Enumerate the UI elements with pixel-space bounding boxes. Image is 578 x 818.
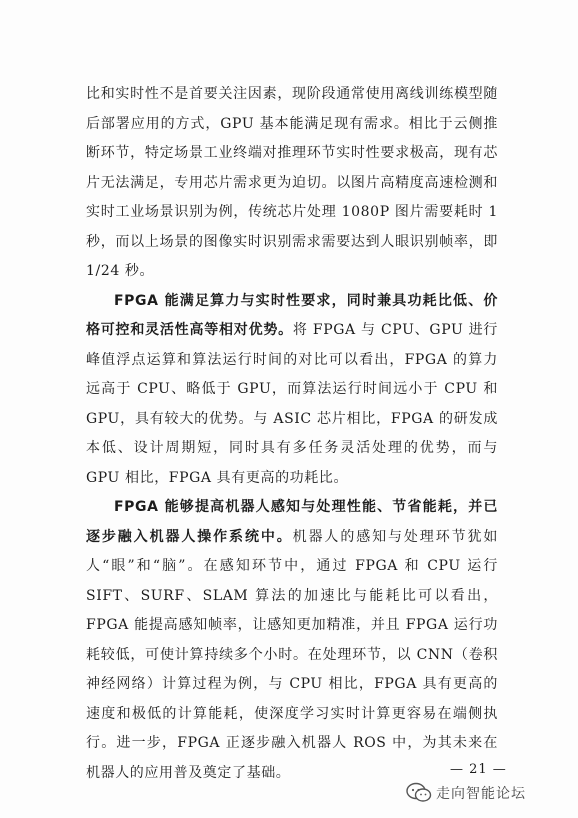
paragraph-2-text: 将 FPGA 与 CPU、GPU 进行峰值浮点运算和算法运行时间的对比可以看出，FPGA 的算力远高于 CPU、略低于 GPU，而算法运行时间远小于 CPU 和 GPU，具有较大的优势。与 ASIC 芯片相比，FPGA 的研发成本低、设计周期短，同时具有多任务灵活处理的优势，而与 GPU 相比，FPGA 具有更高的功耗比。 xyxy=(86,322,498,486)
paragraph-2-lead: FPGA 能满足算力与实时性要求，同时兼具功耗比低、价格可控和灵活性高等相对优势。 xyxy=(86,292,498,338)
paragraph-1-text: 比和实时性不是首要关注因素，现阶段通常使用离线训练模型随后部署应用的方式，GPU 基本能满足现有需求。相比于云侧推断环节，特定场景工业终端对推理环节实时性要求极高，现有芯片无法满足，专用芯片需求更为迫切。以图片高精度高速检测和实时工业场景识别为例，传统芯片处理 1080P 图片需要耗时 1 秒，而以上场景的图像实时识别需求需要达到人眼识别帧率，即 1/24 秒。 xyxy=(86,86,498,279)
paragraph-2 xyxy=(86,287,498,494)
document-body xyxy=(86,80,498,788)
watermark xyxy=(0,768,578,818)
paragraph-1 xyxy=(86,80,498,287)
paragraph-3 xyxy=(86,493,498,788)
paragraph-3-text: 机器人的感知与处理环节犹如人“眼”和“脑”。在感知环节中，通过 FPGA 和 CPU 运行 SIFT、SURF、SLAM 算法的加速比与能耗比可以看出，FPGA 能提高感知帧率，让感知更加精准，并且 FPGA 运行功耗较低，可使计算持续多个小时。在处理环节，以 CNN（卷积神经网络）计算过程为例，与 CPU 相比，FPGA 具有更高的速度和极低的计算能耗，使深度学习实时计算更容易在端侧执行。进一步，FPGA 正逐步融入机器人 ROS 中，为其未来在机器人的应用普及奠定了基础。 xyxy=(86,528,498,781)
watermark-text: 走向智能论坛 xyxy=(436,786,526,802)
paragraph-3-lead: FPGA 能够提高机器人感知与处理性能、节省能耗，并已逐步融入机器人操作系统中。 xyxy=(86,499,498,545)
page-number: — 21 — xyxy=(450,762,507,777)
wechat-icon xyxy=(406,782,432,804)
